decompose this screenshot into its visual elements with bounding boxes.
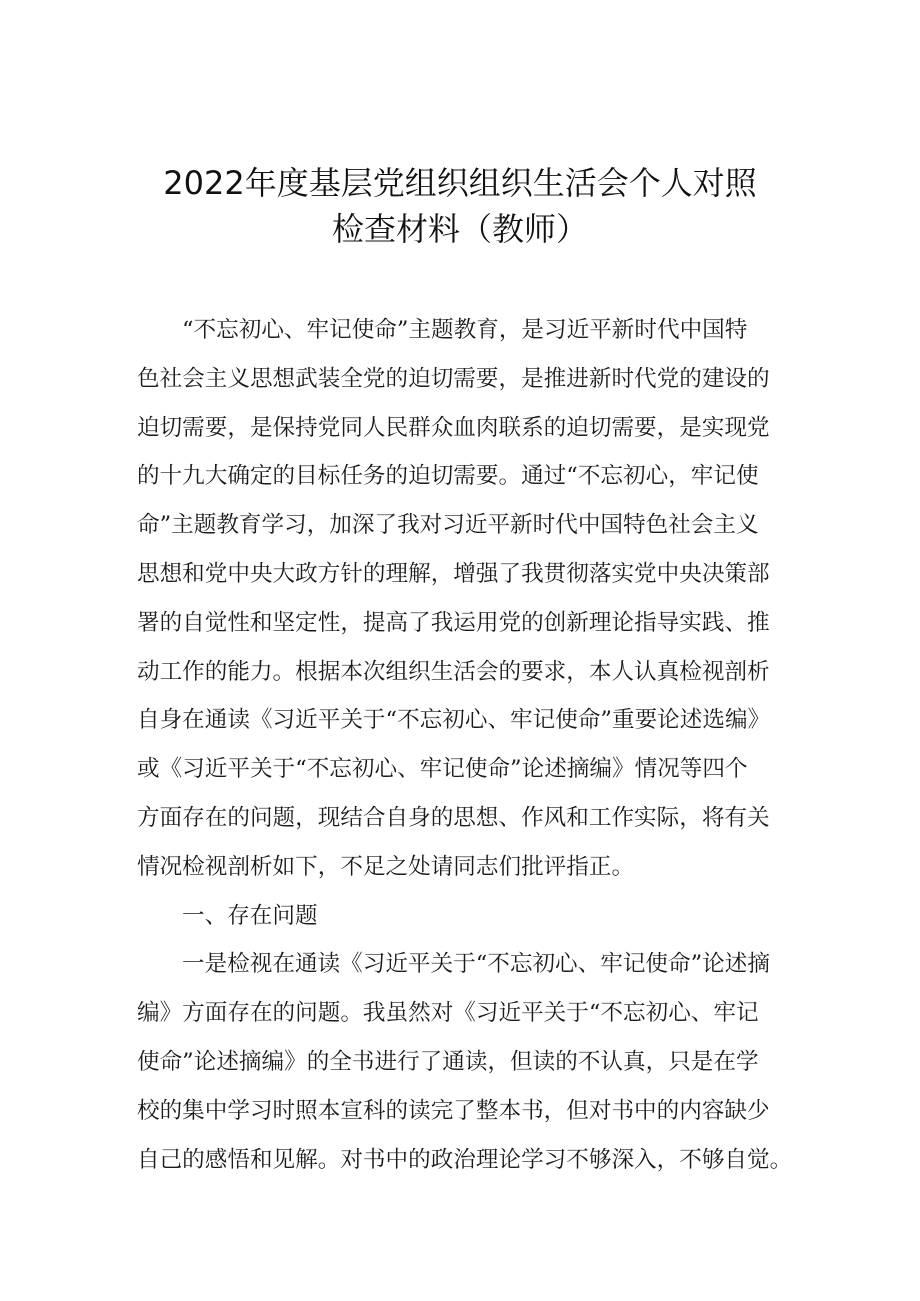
paragraph-line: 方面存在的问题，现结合自身的思想、作风和工作实际，将有关 [137,804,770,831]
paragraph-line: 编》方面存在的问题。我虽然对《习近平关于“不忘初心、牢记 [137,1000,759,1027]
paragraph-line: 动工作的能力。根据本次组织生活会的要求，本人认真检视剖析 [137,658,770,685]
paragraph-line: “不忘初心、牢记使命”主题教育，是习近平新时代中国特 [182,317,748,343]
document-title [0,160,920,252]
paragraph-line: 的十九大确定的目标任务的迫切需要。通过“不忘初心，牢记使 [137,463,759,490]
paragraph-line: 署的自觉性和坚定性，提高了我运用党的创新理论指导实践、推 [137,609,770,636]
section-heading: 一、存在问题 [182,902,318,929]
title-line: 检查材料（教师） [331,210,588,248]
title-line: 2022年度基层党组织组织生活会个人对照 [163,164,757,202]
paragraph-line: 自身在通读《习近平关于“不忘初心、牢记使命”重要论述选编》 [137,707,771,734]
paragraph-line: 情况检视剖析如下，不足之处请同志们批评指正。 [137,853,635,880]
paragraph-line: 命”主题教育学习，加深了我对习近平新时代中国特色社会主义 [137,512,759,539]
paragraph-line: 自己的感悟和见解。对书中的政治理论学习不够深入，不够自觉。 [137,1146,793,1173]
paragraph-line: 一是检视在通读《习近平关于“不忘初心、牢记使命”论述摘 [182,951,770,978]
document-body [137,306,797,1184]
paragraph-line: 迫切需要，是保持党同人民群众血肉联系的迫切需要，是实现党 [137,414,770,441]
paragraph-line: 思想和党中央大政方针的理解，增强了我贯彻落实党中央决策部 [137,560,770,587]
paragraph-line: 校的集中学习时照本宣科的读完了整本书，但对书中的内容缺少 [137,1097,770,1124]
paragraph-line: 色社会主义思想武装全党的迫切需要，是推进新时代党的建设的 [137,365,770,392]
paragraph-line: 使命”论述摘编》的全书进行了通读，但读的不认真，只是在学 [137,1048,759,1075]
paragraph-line: 或《习近平关于“不忘初心、牢记使命”论述摘编》情况等四个 [137,756,748,783]
